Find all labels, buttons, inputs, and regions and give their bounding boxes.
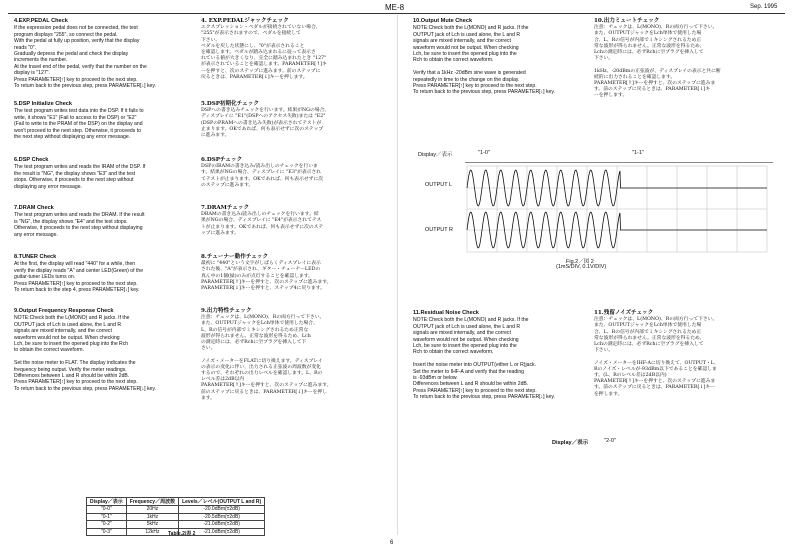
section-5-jp xyxy=(201,101,387,139)
section-title: 5.DSP Initialize Check xyxy=(14,101,73,107)
section-4-jp xyxy=(201,18,387,81)
table-row xyxy=(87,513,265,521)
section-title: 6.DSP Check xyxy=(14,157,49,163)
section-body: NOTE:Check both the L(MONO) and R jacks. If the OUTPUT jack of Lch is used alone, the L and R signals are mixed internally, and the correct waveform would not be output. When checking Lch, be sure to insert the opened plug into the Rch to obtain the correct waveform. Insert the noise meter into OUTPUT(either L or R)jack. Set the meter to IHF-A and verify that the reading is -93dBm or below. Differences between L and R should be within 2dB. Press PARAMETER[↑] key to proceed to the next step. To return back to the previous step, press PARAMETER[↓] key. xyxy=(413,317,555,401)
doc-title: ME-8 xyxy=(385,3,405,12)
table-header-row xyxy=(87,498,265,506)
table-cell: 12kHz xyxy=(126,528,178,536)
section-body: 注意：チェックは、L(MONO)、Rの両方行って下さい。 また、OUTPUTジャックをLch単体で使用した場 合、L、Rの信号が内部でミキシングされるため正 常な波形が得られません。正常な波形を得るため、 Lchの測定時には、必ずRchに空プラグを挿入して 下さい。 1kHz、-20dBmの正弦波が、ディスプレイの表示と共に断 続的に出力されることを確認します。 PARAMETER[↑]キーを押すと、次のステップに進みま す。前のステップに戻るときは、PARAMETER[↓]キ ーを押します。 xyxy=(594,25,721,99)
table-cell: -20.0dBm(±2dB) xyxy=(179,506,265,514)
output-r-label: OUTPUT R xyxy=(425,227,454,233)
figure-scale: (1mS/DIV, 0.1V/DIV) xyxy=(556,264,607,270)
section-9-jp xyxy=(201,308,387,402)
table-header: Levels／レベル(OUTPUT L and R) xyxy=(179,498,265,506)
section-title: 11.残留ノイズチェック xyxy=(594,310,654,316)
section-body: エクスプレッション・ペダルが接続されていない場合、 "255"が表示されますので、ペダルを接続して 下さい。 ペダルを戻した状態にし、"0"が表示されること を確認します。ペダルが踏み込まれるに従って表示さ れている値が大きくなり、完全に踏み込まれたとき "127" が表示されていることを確認します。PARAMETER[↑]キ ーを押すと、次のステップに進みます。前のステップに 戻るときは、PARAMETER[↓]キーを押します。 xyxy=(201,25,327,80)
section-body: NOTE:Check both the L(MONO) and R jacks. If the OUTPUT jack of Lch is used alone, the L and R signals are mixed internally, and the correct waveform would not be output. When checking Lch, be sure to insert the opened plug into the Rch to obtain the correct waveform. Set the noise meter to FLAT. The display indicates the frequency being output. Verify the meter readings. Differences between L and R should be within 2dB. Press PARAMETER[↑] key to proceed to the next step. To return back to the previous step, press PARAMETER[↓] key. xyxy=(14,315,156,392)
display2-value: "2-0" xyxy=(604,438,616,444)
section-title: 10.出力ミュートチェック xyxy=(594,18,660,24)
display-timeline xyxy=(465,162,773,163)
section-10-jp xyxy=(594,18,782,100)
table-cell: "0-0" xyxy=(87,506,127,514)
table-cell: 5kHz xyxy=(126,521,178,529)
section-body: 注意：チェックは、L(MONO)、Rの両方行って下さい。 また、OUTPUTジャックをLch単体で使用した場合、 L、Rの信号が内部でミキシングされるため正常な 波形が得られません。正常な波形を得るため、Lch の測定時には、必ずRchに空プラグを挿入して下 さい。 ノイズ・メーターをFLATに切り換えます。ディスプレイ の表示の変化に伴い、出力される正弦波の周波数が変化 するので、それぞれの出力レベルを確認します。L、Rの レベル差は2dB以内 PARAMETER[↑]キーを押すと、次のステップに進みます。 前のステップに戻るときは、PARAMETER[↓]キーを押し ます。 xyxy=(201,315,332,401)
section-title: 4. EXP.PEDALジャックチェック xyxy=(201,18,289,24)
table-caption: Table.2/表 2 xyxy=(168,531,196,537)
table-cell: 20Hz xyxy=(126,506,178,514)
table-cell: "0-3" xyxy=(87,528,127,536)
header-rule xyxy=(8,13,785,14)
section-7-en xyxy=(14,205,192,238)
section-body: The test program writes test data into the DSP. If it fails to write, it shows "E1" (Fail to access to the DSP) or "E2" (Fail to write to the PRAM of the DSP) on the display and won't proceed to the next step. Otherwise, it proceeds to the next step without displaying any error message. xyxy=(14,108,144,141)
section-5-en xyxy=(14,101,192,140)
section-6-en xyxy=(14,157,192,190)
page-number: 6 xyxy=(390,540,394,546)
section-title: 10.Output Mute Check xyxy=(413,18,473,24)
table-cell: "0-1" xyxy=(87,513,127,521)
section-10-en xyxy=(413,18,591,96)
display2-label: Display／表示 xyxy=(552,440,589,446)
section-title: 6.DSPチェック xyxy=(201,157,243,163)
oscilloscope-waveform xyxy=(465,164,775,254)
section-title: 9.Output Frequency Response Check xyxy=(14,308,114,314)
section-11-en xyxy=(413,310,591,401)
table-header: Display／表示 xyxy=(87,498,127,506)
section-title: 8.TUNER Check xyxy=(14,254,57,260)
section-body: DRAMの書き込み/読み出しのチェックを行います。結 果がNGの場合、ディスプレイに "E4"が表示されてテス トが止まります。OKであれば、何も表示せずに次のステ ップに進みます。 xyxy=(201,212,324,236)
section-8-en xyxy=(14,254,192,293)
section-body: At the first, the display will read "440" for a while, then verify the display reads "A" and center LED(Green) of the guitar-tuner LEDs turns on. Press PARAMETER[↑] key to proceed to the next step. To return back to the step 4, press PARAMETER[↓] key. xyxy=(14,261,144,294)
table-row xyxy=(87,521,265,529)
section-6-jp xyxy=(201,157,387,189)
display-value-1: "1-0" xyxy=(478,150,490,156)
section-body: DSPへの書き込みチェックを行います。結果がNGの場合、 ディスプレイに "E1"(DSPへのアクセス失敗)または "E2" (DSPのPRAMへの書き込み失敗)が表示されてテストが 止まります。OKであれば、何も表示せずに次のステップ に進みます。 xyxy=(201,108,330,139)
display-value-2: "1-1" xyxy=(632,150,644,156)
section-title: 4.EXP.PEDAL Check xyxy=(14,18,68,24)
table-cell: -20.5dBm(±2dB) xyxy=(179,513,265,521)
page-divider xyxy=(397,15,398,535)
section-title: 5.DSP初期化チェック xyxy=(201,101,259,107)
section-body: The test program writes and reads the IRAM of the DSP. If the result is "NG", the display shows "E3" and the test stops. Otherwise, it proceeds to the next step without displaying any error message. xyxy=(14,164,146,190)
table-cell: -21.0dBm(±2dB) xyxy=(179,528,265,536)
section-11-jp xyxy=(594,310,782,398)
section-body: The test program writes and reads the DRAM. If the result is "NG", the display shows "E4" and the test stops. Otherwise, it proceeds to the next step without displaying any error message. xyxy=(14,212,145,238)
section-body: 最初に "440"という文字がしばらくディスプレイに表示 された後、"A"が表示され、ギター・チューナーLEDの 真ん中の1個(緑)のみが点灯することを確認します。 PARAMETER[↑]キーを押すと、次のステップに進みます。 PARAMETER[↓]キーを押すと、ステップ4に戻ります。 xyxy=(201,261,332,292)
output-l-label: OUTPUT L xyxy=(425,182,453,188)
table-row xyxy=(87,506,265,514)
section-body: DSPのIRAMの書き込み/読み出しのチェックを行いま す。結果がNGの場合、ディスプレイに "E3"が表示され てテストが止まります。OKであれば、何も表示せずに次 のステップに進みます。 xyxy=(201,164,324,188)
section-9-en xyxy=(14,308,196,392)
section-title: 8.チューナー動作チェック xyxy=(201,254,269,260)
figure-caption: Fig.2／図 2 xyxy=(566,259,594,265)
section-8-jp xyxy=(201,254,387,292)
section-body: NOTE:Check both the L(MONO) and R jacks. If the OUTPUT jack of Lch is used alone, the L and R signals are mixed internally, and the correct waveform would not be output. When checking Lch, be sure to insert the opened plug into the Rch to obtain the correct waveform. Verify that a 1kHz -20dBm sine wave is generated repeatedly in time to the change on the display. Press PARAMETER[↑] key to proceed to the next step. To return back to the previous step, press PARAMETER[↓] key. xyxy=(413,25,555,96)
section-body: 注意：チェックは、L(MONO)、Rの両方行って下さい。 また、OUTPUTジャックをLch単体で使用した場 合、L、Rの信号が内部でミキシングされるため正 常な波形が得られません。正常な波形を得るため、 Lchの測定時には、必ずRchに空プラグを挿入して 下さい。 ノイズ・メーターをIHF-Aに切り換えて、OUTPUT・L、 Rのノイズ・レベルが-93dBm以下であることを確認しま す。(L、Rのレベル差は2dB以内) PARAMETER[↑]キーを押すと、次のステップに進みま す。前のステップに戻るときは、PARAMETER[↓]キー を押します。 xyxy=(594,317,719,397)
table-header: Frequency／周波数 xyxy=(126,498,178,506)
section-7-jp xyxy=(201,205,387,237)
section-title: 11.Residual Noise Check xyxy=(413,310,479,316)
table-cell: 1kHz xyxy=(126,513,178,521)
section-title: 9.出力特性チェック xyxy=(201,308,252,314)
section-title: 7.DRAM Check xyxy=(14,205,54,211)
scope-grid xyxy=(467,166,767,252)
doc-date: Sep. 1995 xyxy=(750,4,778,10)
table-cell: "0-2" xyxy=(87,521,127,529)
section-title: 7.DRAMチェック xyxy=(201,205,250,211)
section-4-en xyxy=(14,18,192,89)
section-body: If the expression pedal does not be connected, the test program displays "255", so connect the pedal. With the pedal at fully up position, verify that the display reads "0". Gradually depress the pedal and check the display increments the number. At the travel end of the pedal, verify that the number on the display is "127". Press PARAMETER[↑] key to proceed to the next step. To return back to the previous step, press PARAMETER[↓] key. xyxy=(14,25,156,90)
display-label: Display／表示 xyxy=(418,152,453,158)
table-cell: -21.0dBm(±2dB) xyxy=(179,521,265,529)
